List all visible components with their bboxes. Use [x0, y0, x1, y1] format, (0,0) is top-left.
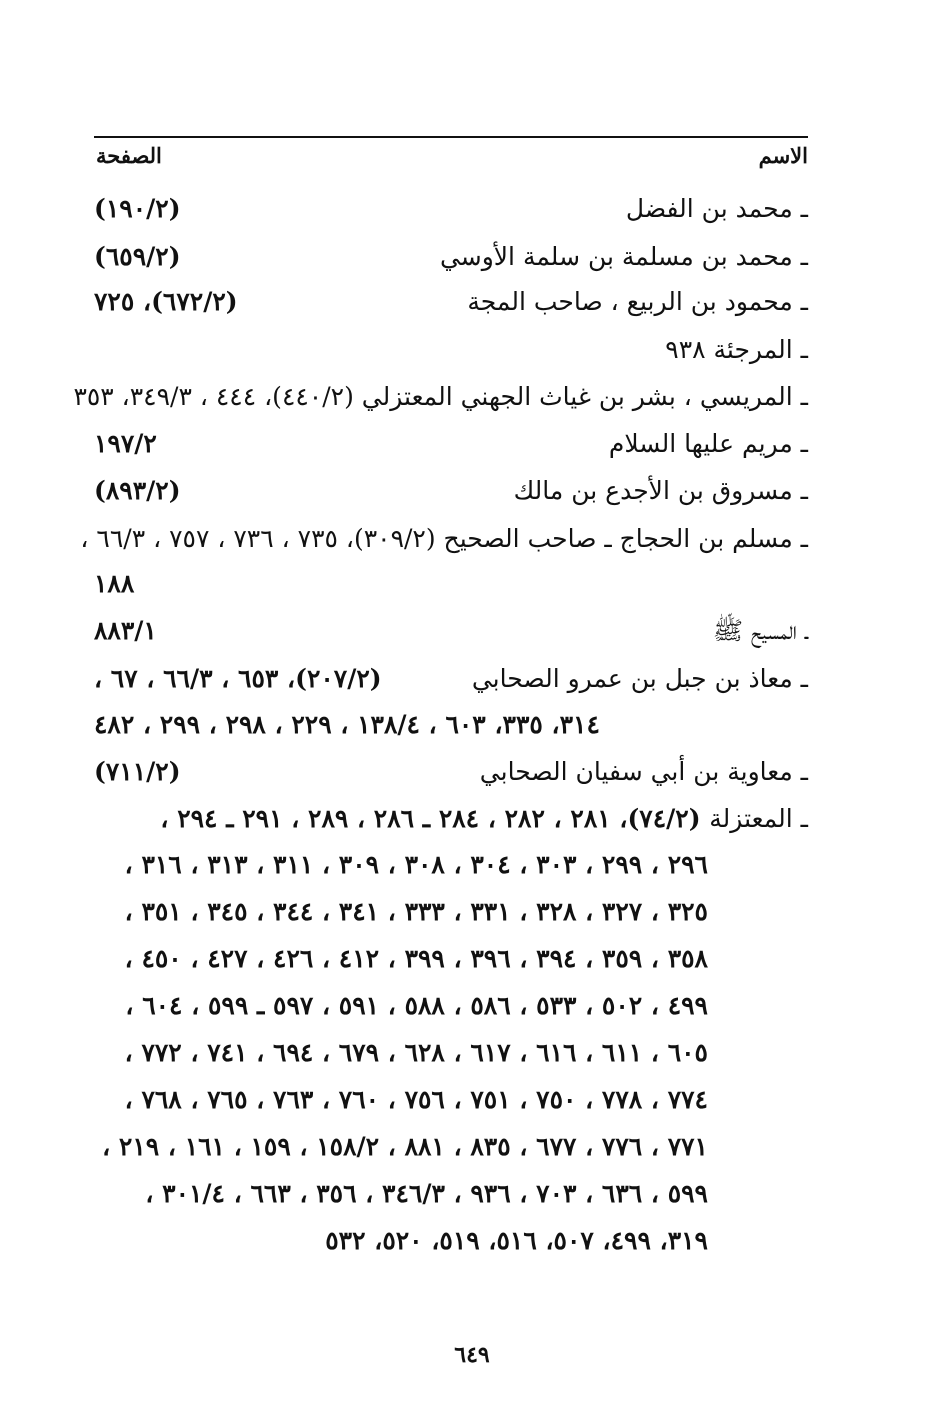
entry-name: ـ محمود بن الربيع ، صاحب المجة — [467, 287, 808, 316]
entry-name: ـ مسلم بن الحجاج ـ صاحب الصحيح (٣٠٩/٢)، ٧٣٥ ، ٧٣٦ ، ٧٥٧ ، ٦٦/٣ ، — [80, 524, 808, 553]
mutazila-pages-line: ٢٩٦ ، ٢٩٩ ، ٣٠٣ ، ٣٠٤ ، ٣٠٨ ، ٣٠٩ ، ٣١١ ، ٣١٣ ، ٣١٦ ، — [124, 850, 708, 879]
index-entry — [94, 192, 808, 226]
entry-pages: (٧١١/٢) — [94, 757, 181, 786]
index-entry — [94, 662, 808, 696]
entry-pages: (٦٥٩/٢) — [94, 242, 181, 271]
index-entry — [94, 474, 808, 508]
entry-name: ـ مسروق بن الأجدع بن مالك — [513, 476, 808, 505]
index-entry-continuation — [94, 567, 808, 601]
entry-pages: (٧٤/٢)، ٢٨١ ، ٢٨٢ ، ٢٨٤ ـ ٢٨٦ ، ٢٨٩ ، ٢٩١ ـ ٢٩٤ ، — [160, 804, 701, 833]
index-entry — [94, 427, 808, 461]
mutazila-pages-line: ٤٩٩ ، ٥٠٢ ، ٥٣٣ ، ٥٨٦ ، ٥٨٨ ، ٥٩١ ، ٥٩٧ ـ ٥٩٩ ، ٦٠٤ ، — [125, 991, 708, 1020]
entry-name: ـ محمد بن الفضل — [625, 194, 808, 223]
entry-name: ـ المريسي ، بشر بن غياث الجهني المعتزلي (٤٤٠/٢)، ٤٤٤ ، ٣٤٩/٣، ٣٥٣ — [73, 382, 808, 411]
entry-pages: ٣١٤، ٣٣٥، ٦٠٣ ، ١٣٨/٤ ، ٢٢٩ ، ٢٩٨ ، ٢٩٩ ، ٤٨٢ — [94, 710, 600, 739]
index-entry — [94, 614, 808, 648]
index-entry — [73, 380, 808, 414]
mutazila-pages-line: ٣١٩، ٤٩٩، ٥٠٧، ٥١٦، ٥١٩، ٥٢٠، ٥٣٢ — [325, 1226, 708, 1255]
entry-text — [160, 802, 808, 836]
index-entry — [94, 240, 808, 274]
index-entry — [94, 285, 808, 319]
mutazila-pages-line: ٣٢٥ ، ٣٢٧ ، ٣٢٨ ، ٣٣١ ، ٣٣٣ ، ٣٤١ ، ٣٤٤ ، ٣٤٥ ، ٣٥١ ، — [124, 897, 708, 926]
mutazila-pages-line: ٧٧٤ ، ٧٧٨ ، ٧٥٠ ، ٧٥١ ، ٧٥٦ ، ٧٦٠ ، ٧٦٣ ، ٧٦٥ ، ٧٦٨ ، — [124, 1085, 708, 1114]
entry-pages: ١٨٨ — [94, 569, 135, 598]
mutazila-pages-line: ٦٠٥ ، ٦١١ ، ٦١٦ ، ٦١٧ ، ٦٢٨ ، ٦٧٩ ، ٦٩٤ ، ٧٤١ ، ٧٧٢ ، — [124, 1038, 708, 1067]
index-entry-mutazila — [94, 802, 808, 836]
entry-name: ـ معاذ بن جبل بن عمرو الصحابي — [471, 664, 808, 693]
header-rule — [94, 136, 808, 138]
column-header-name: الاسم — [758, 143, 808, 168]
mutazila-pages-line: ٣٥٨ ، ٣٥٩ ، ٣٩٤ ، ٣٩٦ ، ٣٩٩ ، ٤١٢ ، ٤٢٦ ، ٤٢٧ ، ٤٥٠ ، — [124, 944, 708, 973]
entry-name: ـ محمد بن مسلمة بن سلمة الأوسي — [439, 242, 808, 271]
index-entry — [80, 522, 808, 556]
index-entry — [94, 333, 808, 367]
entry-name: ـ مريم عليها السلام — [608, 429, 808, 458]
column-header-page: الصفحة — [96, 143, 162, 168]
entry-name: ـ المرجئة ٩٣٨ — [665, 335, 808, 364]
entry-name: ـ المعتزلة — [709, 804, 808, 833]
index-entry — [94, 755, 808, 789]
mutazila-pages-line: ٥٩٩ ، ٦٣٦ ، ٧٠٣ ، ٩٣٦ ، ٣٤٦/٣ ، ٣٥٦ ، ٦٦٣ ، ٣٠١/٤ ، — [145, 1179, 708, 1208]
index-entry-continuation — [94, 708, 808, 742]
entry-pages: (٦٧٢/٢)، ٧٢٥ — [94, 287, 238, 316]
mutazila-pages-line: ٧٧١ ، ٧٧٦ ، ٦٧٧ ، ٨٣٥ ، ٨٨١ ، ١٥٨/٢ ، ١٥٩ ، ١٦١ ، ٢١٩ ، — [102, 1132, 708, 1161]
entry-name: ـ المسيح ﷺ — [712, 616, 808, 645]
entry-name: ـ معاوية بن أبي سفيان الصحابي — [479, 757, 808, 786]
entry-pages: ٨٨٣/١ — [94, 616, 157, 645]
page-number: ٦٤٩ — [454, 1342, 490, 1368]
entry-pages: (٨٩٣/٢) — [94, 476, 181, 505]
entry-pages: (٢٠٧/٢)، ٦٥٣ ، ٦٦/٣ ، ٦٧ ، — [94, 664, 382, 693]
entry-pages: (١٩٠/٢) — [94, 194, 181, 223]
entry-pages: ١٩٧/٢ — [94, 429, 157, 458]
